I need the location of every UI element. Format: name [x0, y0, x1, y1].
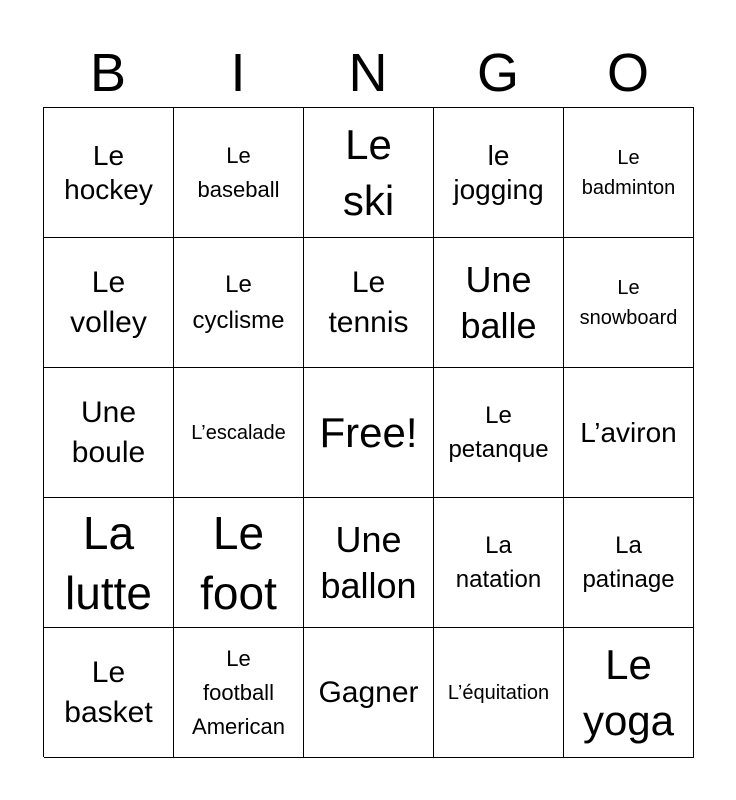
bingo-cell[interactable] [44, 238, 174, 368]
bingo-cell-text: L’aviron [580, 416, 677, 448]
bingo-cell[interactable] [174, 368, 304, 498]
bingo-cell-text: Gagner [318, 675, 419, 709]
bingo-cell-text: Une ballon [320, 518, 417, 606]
bingo-cell[interactable] [174, 238, 304, 368]
bingo-cell[interactable] [44, 108, 174, 238]
bingo-cell-text: Le petanque [448, 401, 549, 463]
bingo-cell[interactable] [304, 108, 434, 238]
bingo-cell-text: Le cyclisme [192, 270, 285, 334]
bingo-cell-text: Le snowboard [579, 276, 678, 329]
bingo-cell-text: Le foot [200, 506, 277, 619]
bingo-cell-text: Le hockey [64, 139, 153, 205]
bingo-cell-text: L’escalade [191, 421, 286, 444]
header-letter-o: O [606, 43, 649, 103]
bingo-cell[interactable] [564, 238, 694, 368]
bingo-cell[interactable] [304, 238, 434, 368]
bingo-cell[interactable] [564, 108, 694, 238]
bingo-cell-text: Le tennis [328, 265, 409, 339]
bingo-header [43, 40, 693, 106]
bingo-cell[interactable] [434, 368, 564, 498]
bingo-cell-text: Une balle [460, 258, 537, 346]
bingo-cell[interactable] [304, 628, 434, 758]
bingo-cell-text: Le volley [70, 265, 147, 339]
bingo-cell-text: Le badminton [581, 146, 676, 199]
header-letter-b: B [89, 43, 127, 103]
bingo-cell-text: Une boule [71, 395, 146, 469]
bingo-cell[interactable] [434, 108, 564, 238]
bingo-cell[interactable] [44, 628, 174, 758]
bingo-cell-text: L’équitation [447, 681, 550, 704]
free-space-cell[interactable] [304, 368, 434, 498]
header-letter-n: N [348, 43, 388, 103]
header-letter-g: G [476, 43, 519, 103]
bingo-cell-text: le jogging [453, 139, 544, 205]
bingo-cell-text: Le ski [342, 120, 395, 224]
bingo-cell-text: Le baseball [197, 142, 280, 202]
bingo-cell-text: Le basket [64, 655, 153, 729]
bingo-cell-text: La patinage [582, 531, 675, 593]
header-letter-i: I [230, 43, 246, 103]
bingo-cell[interactable] [434, 498, 564, 628]
bingo-cell[interactable] [434, 628, 564, 758]
bingo-cell[interactable] [564, 368, 694, 498]
bingo-cell-text: La natation [455, 531, 542, 593]
bingo-cell-text: Le yoga [582, 640, 675, 744]
bingo-cell[interactable] [174, 628, 304, 758]
bingo-cell[interactable] [434, 238, 564, 368]
bingo-cell-text: La lutte [65, 506, 152, 619]
bingo-cell[interactable] [44, 498, 174, 628]
free-space-text: Free! [319, 408, 418, 456]
bingo-cell[interactable] [564, 498, 694, 628]
bingo-cell[interactable] [304, 498, 434, 628]
bingo-cell[interactable] [564, 628, 694, 758]
bingo-cell-text: Le football American [192, 645, 285, 739]
bingo-cell[interactable] [44, 368, 174, 498]
bingo-cell[interactable] [174, 498, 304, 628]
bingo-cell[interactable] [174, 108, 304, 238]
bingo-card-grid [43, 107, 694, 757]
